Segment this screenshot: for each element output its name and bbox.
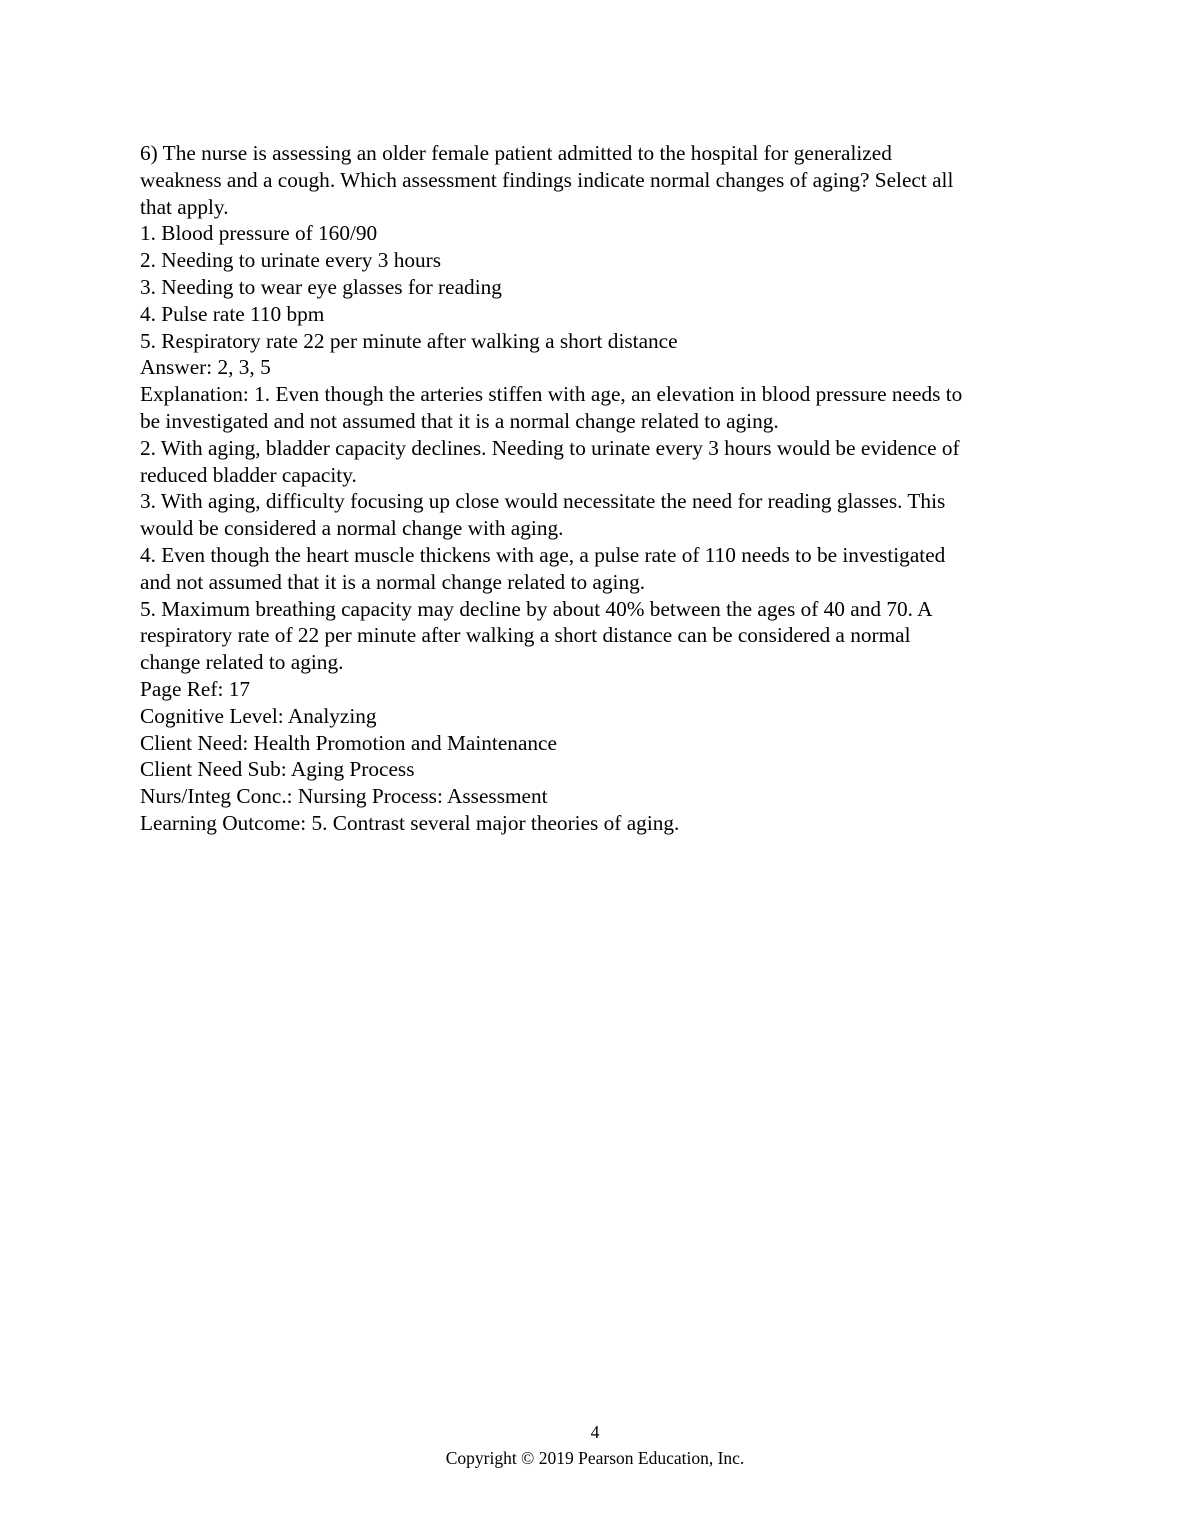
explanation bbox=[140, 381, 1060, 676]
explanation-line: would be considered a normal change with aging. bbox=[140, 516, 564, 541]
explanation-line: change related to aging. bbox=[140, 650, 344, 675]
answer-options bbox=[140, 220, 1060, 354]
explanation-line: be investigated and not assumed that it is a normal change related to aging. bbox=[140, 408, 779, 433]
option-4: 4. Pulse rate 110 bpm bbox=[140, 301, 325, 326]
copyright-notice: Copyright © 2019 Pearson Education, Inc. bbox=[445, 1448, 745, 1468]
option-1: 1. Blood pressure of 160/90 bbox=[140, 221, 378, 246]
client-need-sub: Client Need Sub: Aging Process bbox=[140, 757, 415, 782]
explanation-line: Explanation: 1. Even though the arteries stiffen with age, an elevation in blood pressure needs to bbox=[140, 382, 963, 407]
option-3: 3. Needing to wear eye glasses for reading bbox=[140, 274, 502, 299]
explanation-line: 3. With aging, difficulty focusing up close would necessitate the need for reading glasses. This bbox=[140, 489, 946, 514]
option-2: 2. Needing to urinate every 3 hours bbox=[140, 248, 442, 273]
metadata bbox=[140, 676, 1060, 837]
explanation-line: respiratory rate of 22 per minute after walking a short distance can be considered a normal bbox=[140, 623, 911, 648]
question-block bbox=[140, 140, 1060, 837]
learning-outcome: Learning Outcome: 5. Contrast several major theories of aging. bbox=[140, 810, 680, 835]
explanation-line: reduced bladder capacity. bbox=[140, 462, 357, 487]
explanation-line: 2. With aging, bladder capacity declines. Needing to urinate every 3 hours would be evidence of bbox=[140, 435, 960, 460]
answer: Answer: 2, 3, 5 bbox=[140, 355, 271, 380]
client-need: Client Need: Health Promotion and Maintenance bbox=[140, 730, 557, 755]
page-ref: Page Ref: 17 bbox=[140, 676, 251, 701]
stem-line: 6) The nurse is assessing an older female patient admitted to the hospital for generalized bbox=[140, 141, 892, 165]
stem-line: weakness and a cough. Which assessment findings indicate normal changes of aging? Select all bbox=[140, 167, 954, 192]
option-5: 5. Respiratory rate 22 per minute after walking a short distance bbox=[140, 328, 678, 353]
explanation-line: 5. Maximum breathing capacity may decline by about 40% between the ages of 40 and 70. A bbox=[140, 596, 933, 621]
nursing-integrated-concept: Nurs/Integ Conc.: Nursing Process: Assessment bbox=[140, 784, 548, 809]
explanation-line: 4. Even though the heart muscle thickens with age, a pulse rate of 110 needs to be investigated bbox=[140, 542, 946, 567]
explanation-line: and not assumed that it is a normal change related to aging. bbox=[140, 569, 646, 594]
question-stem bbox=[140, 140, 1060, 220]
cognitive-level: Cognitive Level: Analyzing bbox=[140, 703, 377, 728]
stem-line: that apply. bbox=[140, 194, 229, 219]
page-number: 4 bbox=[590, 1422, 600, 1442]
